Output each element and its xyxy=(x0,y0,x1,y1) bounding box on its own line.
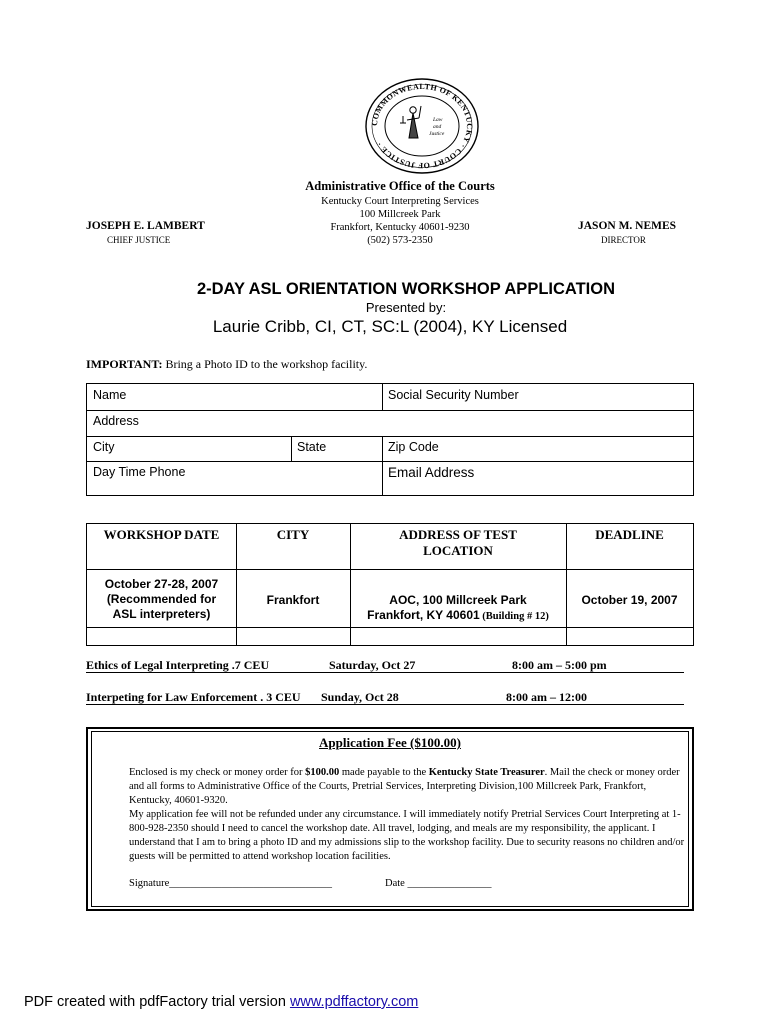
important-label: IMPORTANT: xyxy=(86,357,163,371)
cell-address-line-1: AOC, 100 Millcreek Park xyxy=(389,593,527,607)
ssn-field[interactable]: Social Security Number xyxy=(388,388,519,402)
fee-payee: Kentucky State Treasurer xyxy=(428,767,545,778)
city-field[interactable]: City xyxy=(93,440,115,454)
important-text: Bring a Photo ID to the workshop facility. xyxy=(162,357,368,371)
ceu-day-2: Sunday, Oct 28 xyxy=(321,690,399,704)
fee-amount: $100.00 xyxy=(305,767,340,778)
seal-center-line-1: Law xyxy=(433,117,443,123)
date-field[interactable]: Date ________________ xyxy=(385,878,492,889)
applicant-info-table xyxy=(86,383,694,496)
header-address xyxy=(350,527,566,559)
fee-paragraph-1: Enclosed is my check or money order for $100.00 made payable to the Kentucky State Treasurer. Mail the check or money order and all forms to Administrative Office of the Courts, Pretrial Services, Interpreting Division,100 Millcreek Park, Frankfort, Kentucky, 40601-9320. xyxy=(129,767,680,806)
day-phone-field[interactable]: Day Time Phone xyxy=(93,465,186,479)
chief-justice-title: CHIEF JUSTICE xyxy=(107,235,171,245)
office-name: Administrative Office of the Courts xyxy=(305,179,495,193)
svg-text:COMMONWEALTH OF KENTUCKY · COU xyxy=(370,82,474,170)
fee-paragraph-2: My application fee will not be refunded under any circumstance. I will immediately notify Pretrial Services Court Interpreting at 1-800-928-2350 should I need to cancel the workshop date. All travel, lodging, and meals are my responsibility, the applicant. I understand that I am to bring a photo ID and my admissions slip to the workshop facility. Due to security reasons no children and/or guests will be permitted to attend workshop location facilities. xyxy=(129,809,685,862)
court-seal-logo xyxy=(363,76,481,176)
header-deadline: DEADLINE xyxy=(595,527,664,542)
address-line-1: Kentucky Court Interpreting Services xyxy=(321,196,479,207)
presenter-name: Laurie Cribb, CI, CT, SC:L (2004), KY Licensed xyxy=(212,317,568,336)
ceu-time-1: 8:00 am – 5:00 pm xyxy=(512,658,607,672)
justice-figure-icon xyxy=(400,106,421,138)
date-line-1: October 27-28, 2007 xyxy=(104,577,219,591)
seal-ring-text: COMMONWEALTH OF KENTUCKY · COURT OF JUSTICE · xyxy=(369,81,475,171)
ceu-time-2: 8:00 am – 12:00 xyxy=(506,690,587,704)
header-workshop-date: WORKSHOP DATE xyxy=(103,527,220,542)
form-title: 2-DAY ASL ORIENTATION WORKSHOP APPLICATION xyxy=(196,280,616,298)
zip-field[interactable]: Zip Code xyxy=(388,440,439,454)
cell-workshop-date xyxy=(87,577,236,622)
cell-address-line-2: Frankfort, KY 40601 xyxy=(367,608,480,622)
ceu-day-1: Saturday, Oct 27 xyxy=(329,658,416,672)
footer-link[interactable]: www.pdffactory.com xyxy=(289,994,419,1010)
cell-city: Frankfort xyxy=(266,593,320,607)
address-line-2: 100 Millcreek Park xyxy=(359,209,441,220)
seal-center-line-2: and xyxy=(433,124,442,130)
cell-address xyxy=(350,593,566,624)
ceu-course-2: Interpeting for Law Enforcement . 3 CEU xyxy=(86,690,301,704)
pdf-footer xyxy=(24,994,418,1010)
email-field[interactable]: Email Address xyxy=(388,465,475,480)
ceu-course-1: Ethics of Legal Interpreting .7 CEU xyxy=(86,658,270,672)
state-field[interactable]: State xyxy=(297,440,327,454)
header-city: CITY xyxy=(276,527,310,542)
header-address-line-2: LOCATION xyxy=(423,543,493,558)
header-address-line-1: ADDRESS OF TEST xyxy=(399,527,517,542)
date-line-3: ASL interpreters) xyxy=(112,607,211,621)
address-line-3: Frankfort, Kentucky 40601-9230 xyxy=(330,222,470,233)
building-note: (Building # 12) xyxy=(479,611,549,622)
presented-by: Presented by: xyxy=(365,300,447,315)
cell-deadline: October 19, 2007 xyxy=(581,593,678,607)
fee-title: Application Fee ($100.00) xyxy=(319,735,461,750)
fee-text xyxy=(129,766,689,864)
address-field[interactable]: Address xyxy=(93,414,139,428)
date-line-2: (Recommended for xyxy=(106,592,217,606)
director-name: JASON M. NEMES xyxy=(578,220,677,232)
chief-justice-name: JOSEPH E. LAMBERT xyxy=(86,220,205,232)
director-title: DIRECTOR xyxy=(601,235,646,245)
footer-text: PDF created with pdfFactory trial version xyxy=(24,994,290,1010)
seal-center-line-3: Justice xyxy=(429,131,445,137)
signature-field[interactable]: Signature_______________________________ xyxy=(129,878,332,889)
address-line-4: (502) 573-2350 xyxy=(367,235,433,246)
workshop-table xyxy=(86,523,694,646)
name-field[interactable]: Name xyxy=(93,388,127,402)
important-note xyxy=(86,357,367,372)
